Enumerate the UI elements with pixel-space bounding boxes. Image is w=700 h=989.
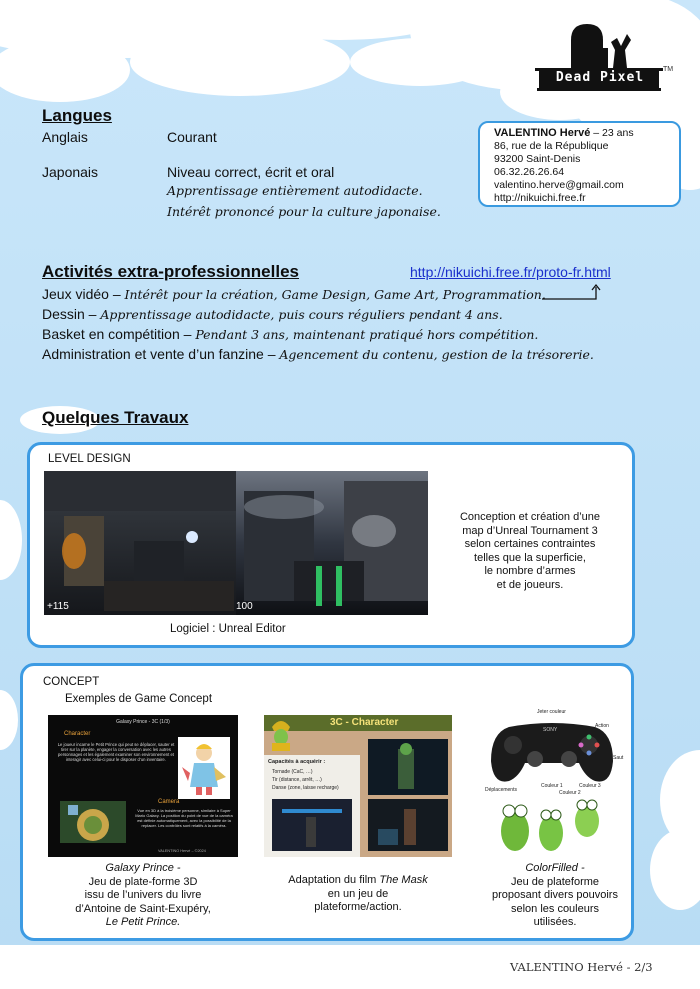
- caption-line: plateforme/action.: [314, 901, 402, 913]
- activity-title: Jeux vidéo –: [42, 286, 121, 302]
- languages-heading: Langues: [42, 106, 112, 125]
- caption-line: proposant divers pouvoirs: [492, 889, 618, 901]
- level-design-panel: [27, 442, 635, 648]
- unreal-screenshot: [44, 471, 428, 615]
- caption-line: selon les couleurs: [510, 902, 600, 915]
- frog-characters-icon: [495, 797, 615, 857]
- contact-name: VALENTINO Hervé: [494, 127, 591, 139]
- concept-title: CONCEPT: [43, 676, 100, 688]
- language-english: Anglais: [42, 129, 88, 145]
- level-design-title: LEVEL DESIGN: [48, 453, 131, 465]
- caption-line: d’Antoine de Saint-Exupéry,: [75, 902, 211, 915]
- activity-video-games: [42, 286, 546, 302]
- caption-line: Adaptation du film: [288, 874, 377, 886]
- ability-item: Tir (distance, arrêt, …): [272, 777, 322, 783]
- slide-text-character: Le joueur incarne le Petit Prince qui peut se déplacer, sauter et tirer sur la planète, engager la conversation avec les autres personnages et les également examiner son environnement et interagir avec celui-ci pour le disposer d’un inventaire.: [57, 742, 175, 762]
- caption-line: Le Petit Prince.: [105, 916, 181, 928]
- controller-label-action: Action: [595, 723, 609, 729]
- contact-phone: 06.32.26.26.64: [494, 166, 565, 178]
- caption-line: en un jeu de: [327, 887, 389, 900]
- caption-line: utilisées.: [533, 916, 577, 928]
- abilities-heading: Capacités à acquérir :: [268, 759, 326, 765]
- contact-card: [478, 121, 681, 207]
- activity-basketball: [42, 326, 538, 342]
- logo-text: Dead Pixel: [555, 70, 645, 85]
- controller-label-move: Déplacements: [485, 787, 517, 793]
- activity-title: Administration et vente d’un fanzine –: [42, 346, 276, 362]
- desc-line: Conception et création d’une: [459, 511, 601, 523]
- level-design-description: [430, 511, 630, 592]
- hud-score: +115: [47, 601, 69, 612]
- works-heading: Quelques Travaux: [42, 408, 189, 427]
- level-japanese: Niveau correct, écrit et oral: [167, 164, 335, 180]
- caption-line: Jeu de plate-forme 3D: [88, 875, 198, 888]
- galaxy-prince-slide: [48, 715, 238, 857]
- contact-email[interactable]: valentino.herve@gmail.com: [494, 179, 624, 191]
- controller-label-jump: Saut: [613, 755, 624, 761]
- galaxy-prince-caption: [43, 862, 243, 930]
- controller-label-throw: Jeter couleur: [537, 709, 566, 715]
- concept-panel: [20, 663, 634, 941]
- ability-item: Tornade (CaC, …): [272, 769, 313, 775]
- language-note-2: Intérêt prononcé pour la culture japonaise.: [167, 204, 441, 219]
- slide-character-heading: Character: [64, 731, 91, 737]
- concept-subtitle: Exemples de Game Concept: [65, 693, 213, 705]
- contact-site[interactable]: http://nikuichi.free.fr: [494, 192, 586, 204]
- activity-desc: Apprentissage autodidacte, puis cours réguliers pendant 4 ans.: [100, 307, 503, 322]
- desc-line: le nombre d’armes: [484, 565, 576, 577]
- slide-title: 3C - Character: [330, 717, 399, 728]
- activity-desc: Pendant 3 ans, maintenant pratiqué hors compétition.: [195, 327, 539, 342]
- software-label: Logiciel : Unreal Editor: [170, 623, 286, 635]
- caption-film-title: The Mask: [379, 874, 428, 886]
- tombstone-logo-icon: [535, 20, 665, 100]
- desc-line: et de joueurs.: [496, 578, 564, 591]
- activity-drawing: [42, 306, 503, 322]
- colorfilled-illustration: [485, 709, 627, 859]
- logo-trademark: TM: [663, 66, 674, 73]
- little-prince-icon: [178, 737, 230, 799]
- activity-title: Basket en compétition –: [42, 326, 192, 342]
- activity-desc: Intérêt pour la création, Game Design, Game Art, Programmation.: [124, 287, 546, 302]
- activity-title: Dessin –: [42, 306, 97, 322]
- activity-fanzine: [42, 346, 594, 362]
- slide-text-camera: Vue en 3D à la troisième personne, similaire à Super Mario Galaxy. La position du point de vue de la caméra est définie automatiquement, avec la possibilité de la replacer. Les contrôles sont relatifs à la caméra.: [135, 808, 233, 828]
- mask-screenshot-icon: [272, 799, 352, 851]
- controller-label-color3: Couleur 3: [579, 783, 601, 789]
- ability-item: Danse (zone, laisse recharge): [272, 785, 339, 791]
- controller-brand: SONY: [543, 727, 558, 733]
- planet-screenshot-icon: [60, 801, 126, 843]
- dead-pixel-logo: [535, 20, 674, 100]
- the-mask-slide: [264, 715, 452, 857]
- caption-line: ColorFilled -: [525, 862, 585, 874]
- desc-line: map d’Unreal Tournament 3: [462, 524, 598, 537]
- contact-city: 93200 Saint-Denis: [494, 153, 581, 165]
- language-japanese: Japonais: [42, 164, 99, 180]
- mask-scene-icon: [368, 739, 448, 795]
- desc-line: selon certaines contraintes: [464, 538, 596, 550]
- hud-health: 100: [236, 601, 253, 612]
- portfolio-link[interactable]: http://nikuichi.free.fr/proto-fr.html: [410, 264, 611, 280]
- slide-title: Galaxy Prince - 3C (1/3): [116, 719, 170, 725]
- caption-line: Jeu de plateforme: [510, 875, 600, 888]
- caption-line: Galaxy Prince -: [105, 862, 181, 874]
- page-footer: VALENTINO Hervé - 2/3: [510, 960, 653, 974]
- mask-scene-2-icon: [368, 799, 448, 851]
- slide-footer: VALENTINO Hervé – ©2024: [158, 849, 206, 853]
- controller-label-color2: Couleur 2: [559, 790, 581, 796]
- link-arrow-icon: [540, 283, 604, 303]
- slide-camera-heading: Camera: [158, 799, 180, 805]
- language-note-1: Apprentissage entièrement autodidacte.: [167, 183, 423, 198]
- activity-desc: Agencement du contenu, gestion de la trésorerie.: [279, 347, 594, 362]
- caption-line: issu de l’univers du livre: [84, 889, 202, 901]
- gamepad-icon: [489, 715, 615, 787]
- desc-line: telles que la superficie,: [474, 551, 586, 564]
- the-mask-caption: [259, 874, 457, 915]
- contact-age: – 23 ans: [590, 127, 634, 139]
- colorfilled-caption: [467, 862, 643, 930]
- contact-street: 86, rue de la République: [494, 140, 609, 152]
- activities-heading: Activités extra-professionnelles: [42, 262, 299, 281]
- controller-label-color1: Couleur 1: [541, 783, 563, 789]
- mask-character-icon: [268, 717, 294, 751]
- level-english: Courant: [167, 129, 217, 145]
